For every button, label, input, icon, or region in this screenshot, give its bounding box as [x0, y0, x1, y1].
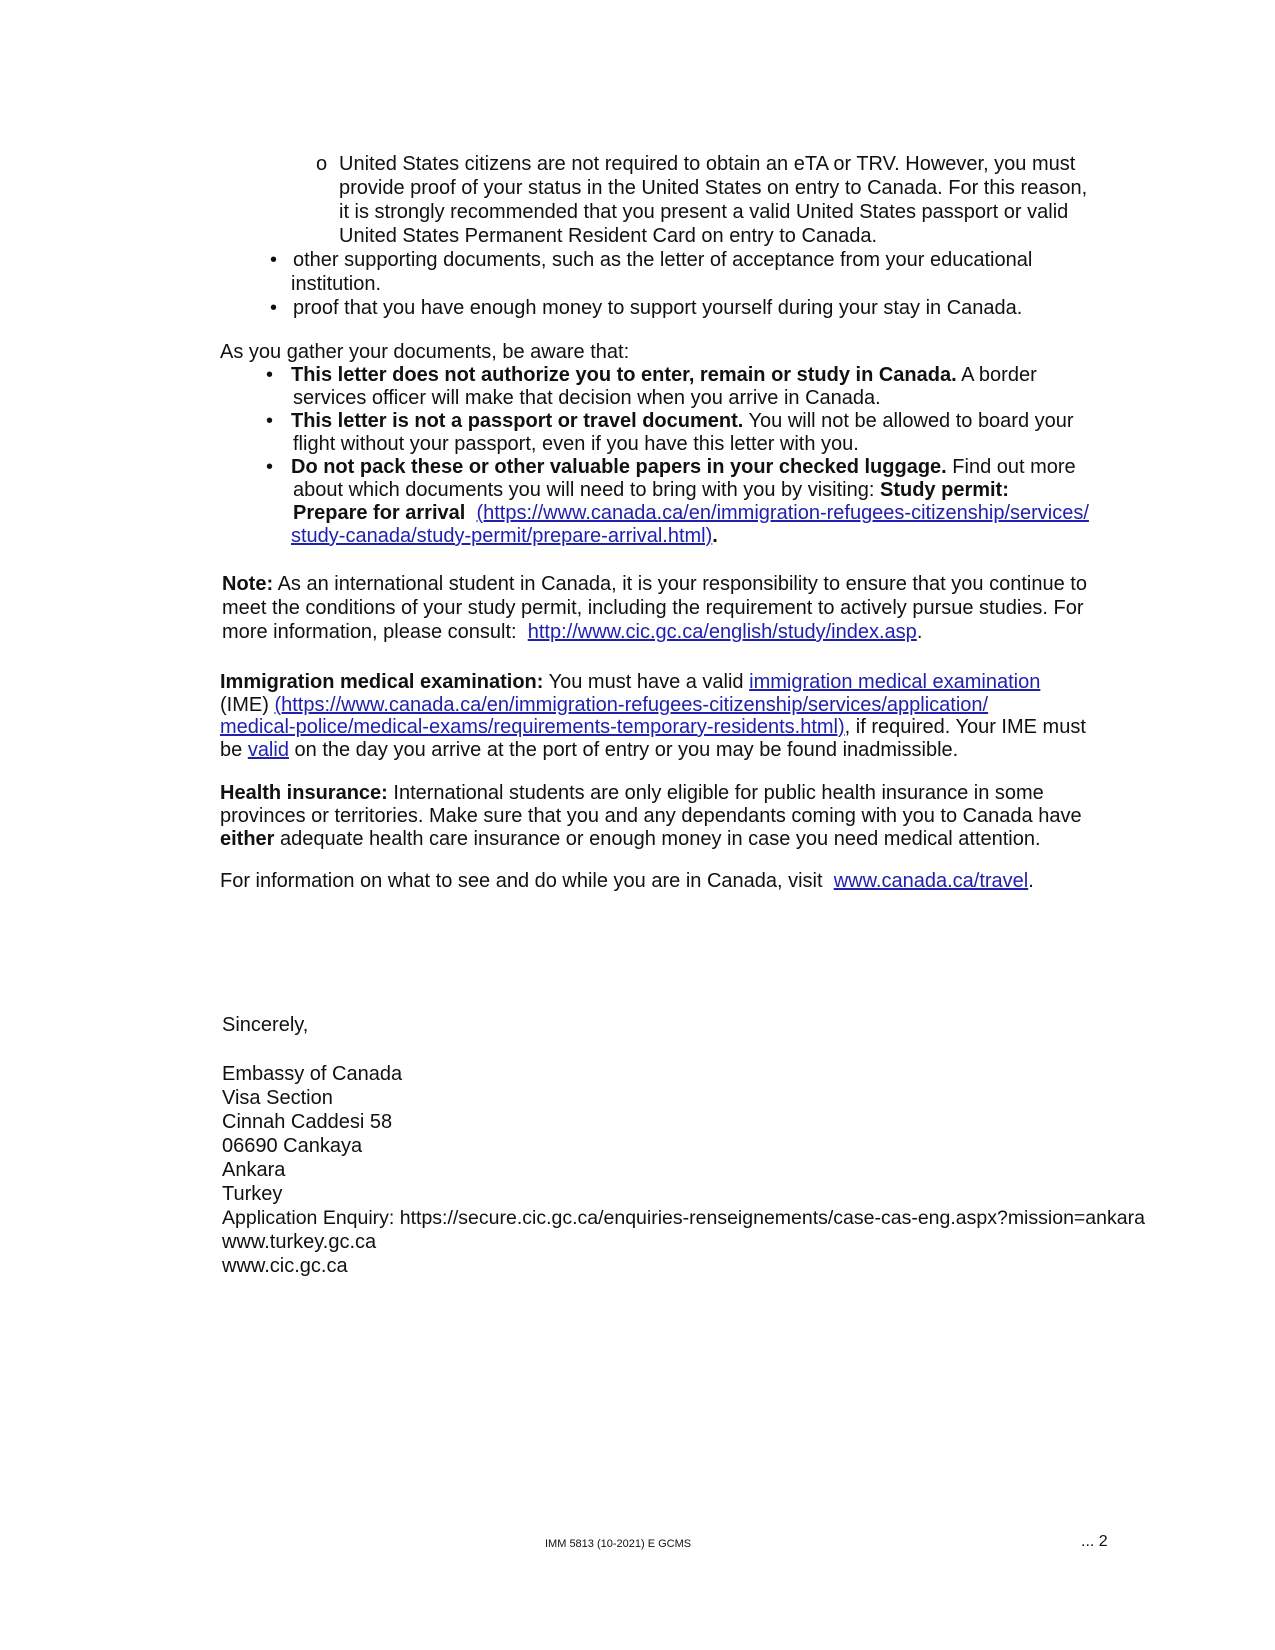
salutation: Sincerely, — [222, 1014, 309, 1036]
aware-item-2-text: You will not be allowed to board your — [743, 410, 1074, 432]
travel-text: For information on what to see and do while you are in Canada, visit — [220, 870, 829, 892]
note-line3-text: more information, please consult: — [222, 621, 523, 643]
aware-item-1 — [291, 363, 1037, 387]
application-enquiry: Application Enquiry: https://secure.cic.gc.ca/enquiries-renseignements/case-cas-eng.aspx?mission=ankara — [222, 1207, 1145, 1229]
ime-url-link[interactable]: (https://www.canada.ca/en/immigration-refugees-citizenship/services/application/ — [274, 694, 989, 716]
note-line1 — [222, 572, 1087, 596]
note-label: Note: — [222, 573, 274, 595]
travel-link[interactable]: www.canada.ca/travel — [833, 870, 1029, 892]
list-item-line: other supporting documents, such as the letter of acceptance from your educational — [293, 249, 1033, 271]
sub-bullet-line: United States citizens are not required to obtain an eTA or TRV. However, you must — [339, 153, 1076, 175]
bullet-marker: • — [266, 410, 274, 432]
prepare-arrival-link-cont[interactable]: study-canada/study-permit/prepare-arrival.html) — [291, 525, 713, 547]
ime-label: Immigration medical examination: — [220, 671, 544, 693]
aware-item-1-text: A border — [956, 364, 1037, 386]
either-text: either — [220, 828, 275, 850]
ime-line4 — [220, 738, 958, 762]
website-line: www.cic.gc.ca — [222, 1255, 348, 1277]
ime-abbrev: (IME) — [220, 694, 275, 716]
website-line: www.turkey.gc.ca — [222, 1231, 377, 1253]
bullet-marker: • — [266, 364, 274, 386]
aware-intro: As you gather your documents, be aware that: — [220, 341, 630, 363]
aware-item-3 — [291, 455, 1076, 479]
sub-bullet-line: United States Permanent Resident Card on entry to Canada. — [339, 225, 878, 247]
sub-bullet-line: it is strongly recommended that you present a valid United States passport or valid — [339, 201, 1069, 223]
aware-item-2-line2: flight without your passport, even if you have this letter with you. — [293, 433, 859, 455]
aware-item-2-bold: This letter is not a passport or travel document. — [291, 410, 744, 432]
address-line: Embassy of Canada — [222, 1063, 403, 1085]
page-indicator: ... 2 — [1081, 1533, 1108, 1550]
aware-item-2 — [291, 409, 1074, 433]
list-item-line: proof that you have enough money to support yourself during your stay in Canada. — [293, 297, 1023, 319]
aware-item-3-line4 — [291, 524, 718, 548]
aware-item-1-bold: This letter does not authorize you to enter, remain or study in Canada. — [291, 364, 957, 386]
form-code: IMM 5813 (10-2021) E GCMS — [545, 1538, 692, 1550]
bullet-marker: • — [270, 297, 278, 319]
ime-line3-text: , if required. Your IME must — [844, 716, 1086, 738]
address-line: Turkey — [222, 1183, 283, 1205]
ime-url-link-cont[interactable]: medical-police/medical-exams/requirements-temporary-residents.html) — [220, 716, 845, 738]
cic-study-link[interactable]: http://www.cic.gc.ca/english/study/index.asp — [527, 621, 917, 643]
bullet-marker: • — [270, 249, 278, 271]
ime-line1 — [220, 670, 1040, 694]
valid-link[interactable]: valid — [247, 739, 289, 761]
aware-item-1-line2: services officer will make that decision when you arrive in Canada. — [293, 387, 881, 409]
health-line1 — [220, 781, 1044, 805]
prepare-arrival-label: Prepare for arrival — [293, 502, 466, 524]
sub-bullet-marker: o — [316, 153, 328, 175]
note-text: As an international student in Canada, it is your responsibility to ensure that you continue to — [273, 573, 1087, 595]
list-item-line: institution. — [291, 273, 382, 295]
address-line: Cinnah Caddesi 58 — [222, 1111, 393, 1133]
ime-line4-start: be — [220, 739, 248, 761]
aware-item-3-line3 — [293, 501, 1089, 525]
note-line3 — [222, 620, 922, 644]
ime-text: You must have a valid — [543, 671, 750, 693]
note-line2: meet the conditions of your study permit, including the requirement to actively pursue studies. For — [222, 597, 1084, 619]
ime-line3 — [220, 715, 1086, 739]
travel-line — [220, 869, 1034, 893]
health-label: Health insurance: — [220, 782, 388, 804]
aware-item-3-line2 — [293, 478, 1009, 502]
bullet-marker: • — [266, 456, 274, 478]
aware-item-3-bold: Do not pack these or other valuable papers in your checked luggage. — [291, 456, 947, 478]
aware-item-3-line2-text: about which documents you will need to bring with you by visiting: — [293, 479, 880, 501]
study-permit-label: Study permit: — [879, 479, 1009, 501]
period: . — [712, 525, 718, 547]
health-text: International students are only eligible for public health insurance in some — [387, 782, 1044, 804]
health-line2: provinces or territories. Make sure that you and any dependants coming with you to Canada have — [220, 805, 1082, 827]
aware-item-3-text: Find out more — [946, 456, 1076, 478]
ime-link[interactable]: immigration medical examination — [749, 671, 1041, 693]
ime-line4-text: on the day you arrive at the port of entry or you may be found inadmissible. — [288, 739, 959, 761]
health-line3-text: adequate health care insurance or enough money in case you need medical attention. — [274, 828, 1041, 850]
address-line: Visa Section — [222, 1087, 333, 1109]
address-line: Ankara — [222, 1159, 286, 1181]
period: . — [916, 621, 923, 643]
ime-line2 — [220, 693, 988, 717]
health-line3 — [220, 827, 1041, 851]
sub-bullet-line: provide proof of your status in the United States on entry to Canada. For this reason, — [339, 177, 1088, 199]
address-line: 06690 Cankaya — [222, 1135, 363, 1157]
prepare-arrival-link[interactable]: (https://www.canada.ca/en/immigration-refugees-citizenship/services/ — [476, 502, 1089, 524]
period: . — [1028, 870, 1034, 892]
